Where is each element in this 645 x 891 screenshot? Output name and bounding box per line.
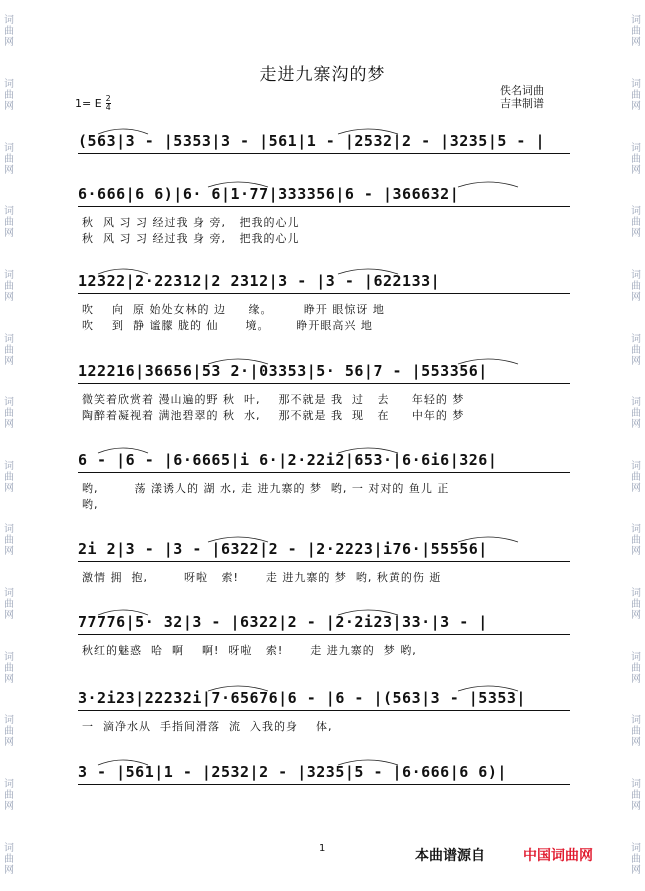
watermark-group: [631, 461, 641, 494]
watermark-char: 词: [631, 397, 641, 409]
watermark-group: [631, 143, 641, 176]
watermark-char: 网: [631, 37, 641, 49]
watermark-char: 词: [4, 651, 14, 663]
watermark-char: 网: [4, 801, 14, 812]
watermark-char: 词: [4, 779, 14, 790]
beam-line: [78, 560, 570, 562]
lyric-line: 微笑着欣赏着 漫山遍的野 秋 叶, 那不就是 我 过 去 年轻的 梦: [82, 393, 465, 406]
lyric-line: 秋 风 习 习 经过我 身 旁, 把我的心儿: [82, 232, 300, 245]
watermark-char: 网: [631, 864, 641, 876]
watermark-group: [4, 206, 14, 239]
watermark-char: 网: [631, 801, 641, 812]
watermark-char: 词: [4, 588, 14, 600]
beam-line: [78, 633, 570, 635]
watermark-char: 词: [631, 524, 641, 536]
watermark-char: 网: [631, 419, 641, 431]
watermark-char: 网: [4, 291, 14, 303]
lyric-line: 吹 到 静 谧朦 胧的 仙 境。 睁开眼高兴 地: [82, 319, 373, 332]
notation-line: 3·2i23|22232i|7·65676|6 - |6 - |(563|3 - |5353|: [78, 689, 526, 707]
watermark-group: [631, 588, 641, 621]
watermark-group: [631, 206, 641, 239]
watermark-group: [631, 715, 641, 748]
watermark-char: 词: [4, 397, 14, 409]
key-label: 1= E: [75, 97, 102, 110]
notation-line: 2i 2|3 - |3 - |6322|2 - |2·2223|i76·|55556|: [78, 540, 488, 558]
watermark-char: 词: [631, 715, 641, 727]
watermark-group: [4, 715, 14, 748]
watermark-char: 网: [4, 546, 14, 558]
watermark-char: 曲: [4, 153, 14, 165]
notation-line: 77776|5· 32|3 - |6322|2 - |2·2i23|33·|3 - |: [78, 613, 488, 631]
page-number: 1: [319, 843, 326, 854]
watermark-char: 曲: [4, 790, 14, 801]
watermark-char: 曲: [631, 89, 641, 101]
watermark-char: 网: [631, 737, 641, 749]
watermark-group: [4, 588, 14, 621]
lyric-line: 秋 风 习 习 经过我 身 旁, 把我的心儿: [82, 216, 300, 229]
watermark-char: 曲: [631, 344, 641, 356]
watermark-char: 曲: [4, 280, 14, 292]
lyric-line: 秋红的魅惑 哈 啊 啊! 呀啦 索! 走 进九寨的 梦 哟,: [82, 644, 417, 657]
watermark-group: [631, 652, 641, 685]
lyric-line: 哟,: [82, 498, 99, 511]
watermark-group: [631, 270, 641, 303]
watermark-char: 词: [631, 333, 641, 345]
watermark-char: 词: [631, 588, 641, 600]
lyricist-credit: 佚名词曲: [500, 84, 544, 97]
watermark-char: 词: [631, 142, 641, 154]
watermark-group: [4, 779, 14, 812]
watermark-char: 词: [4, 715, 14, 727]
beam-line: [78, 292, 570, 294]
watermark-char: 曲: [631, 535, 641, 547]
watermark-group: [631, 15, 641, 48]
watermark-char: 词: [631, 842, 641, 854]
notation-line: 3 - |561|1 - |2532|2 - |3235|5 - |6·666|6 6)|: [78, 763, 507, 781]
watermark-char: 曲: [631, 408, 641, 420]
beam-line: [78, 471, 570, 473]
beam-line: [78, 783, 570, 785]
watermark-char: 网: [631, 610, 641, 622]
watermark-group: [4, 15, 14, 48]
watermark-char: 曲: [4, 853, 14, 865]
watermark-char: 曲: [4, 662, 14, 674]
watermark-char: 词: [631, 78, 641, 90]
watermark-char: 词: [631, 15, 641, 27]
watermark-char: 词: [4, 142, 14, 154]
watermark-char: 曲: [631, 790, 641, 801]
source-label: 本曲谱源自: [415, 848, 485, 864]
watermark-char: 词: [631, 206, 641, 218]
notation-line: 6·666|6 6)|6· 6|1·77|333356|6 - |366632|: [78, 185, 460, 203]
watermark-group: [4, 524, 14, 557]
watermark-char: 曲: [631, 471, 641, 483]
notation-line: 12322|2·22312|2 2312|3 - |3 - |622133|: [78, 272, 441, 290]
left-watermark-column: [2, 0, 16, 891]
watermark-char: 词: [4, 460, 14, 472]
watermark-group: [631, 397, 641, 430]
watermark-char: 网: [631, 482, 641, 494]
watermark-group: [4, 652, 14, 685]
watermark-char: 网: [631, 546, 641, 558]
time-top: 2: [105, 94, 111, 103]
watermark-char: 曲: [4, 726, 14, 738]
watermark-char: 网: [4, 482, 14, 494]
watermark-group: [631, 843, 641, 876]
watermark-char: 网: [631, 228, 641, 240]
watermark-char: 网: [631, 673, 641, 685]
beam-line: [78, 152, 570, 154]
key-signature: [75, 95, 111, 112]
watermark-char: 曲: [4, 599, 14, 611]
watermark-char: 曲: [631, 26, 641, 38]
watermark-group: [631, 334, 641, 367]
right-watermark-column: [629, 0, 643, 891]
watermark-char: 曲: [631, 153, 641, 165]
watermark-char: 词: [4, 333, 14, 345]
watermark-group: [4, 843, 14, 876]
watermark-char: 曲: [4, 26, 14, 38]
watermark-group: [631, 524, 641, 557]
watermark-char: 网: [4, 673, 14, 685]
watermark-char: 词: [631, 651, 641, 663]
lyric-line: 一 滴净水从 手指间滑落 流 入我的身 体,: [82, 720, 333, 733]
watermark-char: 曲: [4, 344, 14, 356]
watermark-char: 词: [4, 269, 14, 281]
watermark-char: 网: [4, 610, 14, 622]
watermark-char: 曲: [631, 599, 641, 611]
watermark-char: 网: [631, 164, 641, 176]
watermark-char: 词: [4, 78, 14, 90]
beam-line: [78, 709, 570, 711]
watermark-char: 曲: [4, 535, 14, 547]
watermark-char: 词: [4, 524, 14, 536]
notation-line: (563|3 - |5353|3 - |561|1 - |2532|2 - |3235|5 - |: [78, 132, 546, 150]
lyric-line: 陶醉着凝视着 满池碧翠的 秋 水, 那不就是 我 现 在 中年的 梦: [82, 409, 465, 422]
watermark-char: 网: [4, 100, 14, 112]
watermark-char: 曲: [4, 408, 14, 420]
watermark-char: 曲: [4, 471, 14, 483]
watermark-group: [4, 397, 14, 430]
watermark-char: 网: [631, 291, 641, 303]
watermark-char: 网: [4, 164, 14, 176]
notation-line: 122216|36656|53 2·|03353|5· 56|7 - |553356|: [78, 362, 488, 380]
site-name: 中国词曲网: [523, 848, 593, 864]
watermark-char: 曲: [631, 217, 641, 229]
lyric-line: 哟, 荡 漾诱人的 湖 水, 走 进九寨的 梦 哟, 一 对对的 鱼儿 正: [82, 482, 450, 495]
watermark-char: 词: [631, 779, 641, 790]
watermark-char: 网: [4, 228, 14, 240]
watermark-char: 网: [631, 355, 641, 367]
lyric-line: 吹 向 原 始处女林的 边 缘。 睁开 眼惊讶 地: [82, 303, 385, 316]
watermark-char: 网: [4, 419, 14, 431]
notation-line: 6 - |6 - |6·6665|i 6·|2·22i2|653·|6·6i6|326|: [78, 451, 498, 469]
time-bottom: 4: [105, 103, 111, 112]
watermark-group: [4, 461, 14, 494]
watermark-char: 词: [4, 15, 14, 27]
watermark-char: 网: [4, 864, 14, 876]
watermark-group: [4, 334, 14, 367]
watermark-char: 网: [631, 100, 641, 112]
watermark-char: 词: [631, 269, 641, 281]
watermark-char: 网: [4, 737, 14, 749]
watermark-char: 曲: [4, 217, 14, 229]
watermark-char: 曲: [4, 89, 14, 101]
watermark-group: [4, 270, 14, 303]
watermark-char: 曲: [631, 280, 641, 292]
watermark-char: 曲: [631, 662, 641, 674]
watermark-char: 网: [4, 355, 14, 367]
watermark-char: 曲: [631, 853, 641, 865]
credits: [500, 84, 580, 110]
beam-line: [78, 382, 570, 384]
watermark-char: 网: [4, 37, 14, 49]
time-signature: [106, 95, 111, 112]
watermark-char: 曲: [631, 726, 641, 738]
watermark-char: 词: [631, 460, 641, 472]
watermark-char: 词: [4, 842, 14, 854]
arranger-credit: 吉聿制谱: [500, 97, 544, 110]
beam-line: [78, 205, 570, 207]
watermark-group: [631, 779, 641, 812]
lyric-line: 激情 拥 抱, 呀啦 索! 走 进九寨的 梦 哟, 秋黄的伤 逝: [82, 571, 442, 584]
watermark-group: [4, 143, 14, 176]
watermark-char: 词: [4, 206, 14, 218]
song-title: 走进九寨沟的梦: [259, 65, 386, 85]
